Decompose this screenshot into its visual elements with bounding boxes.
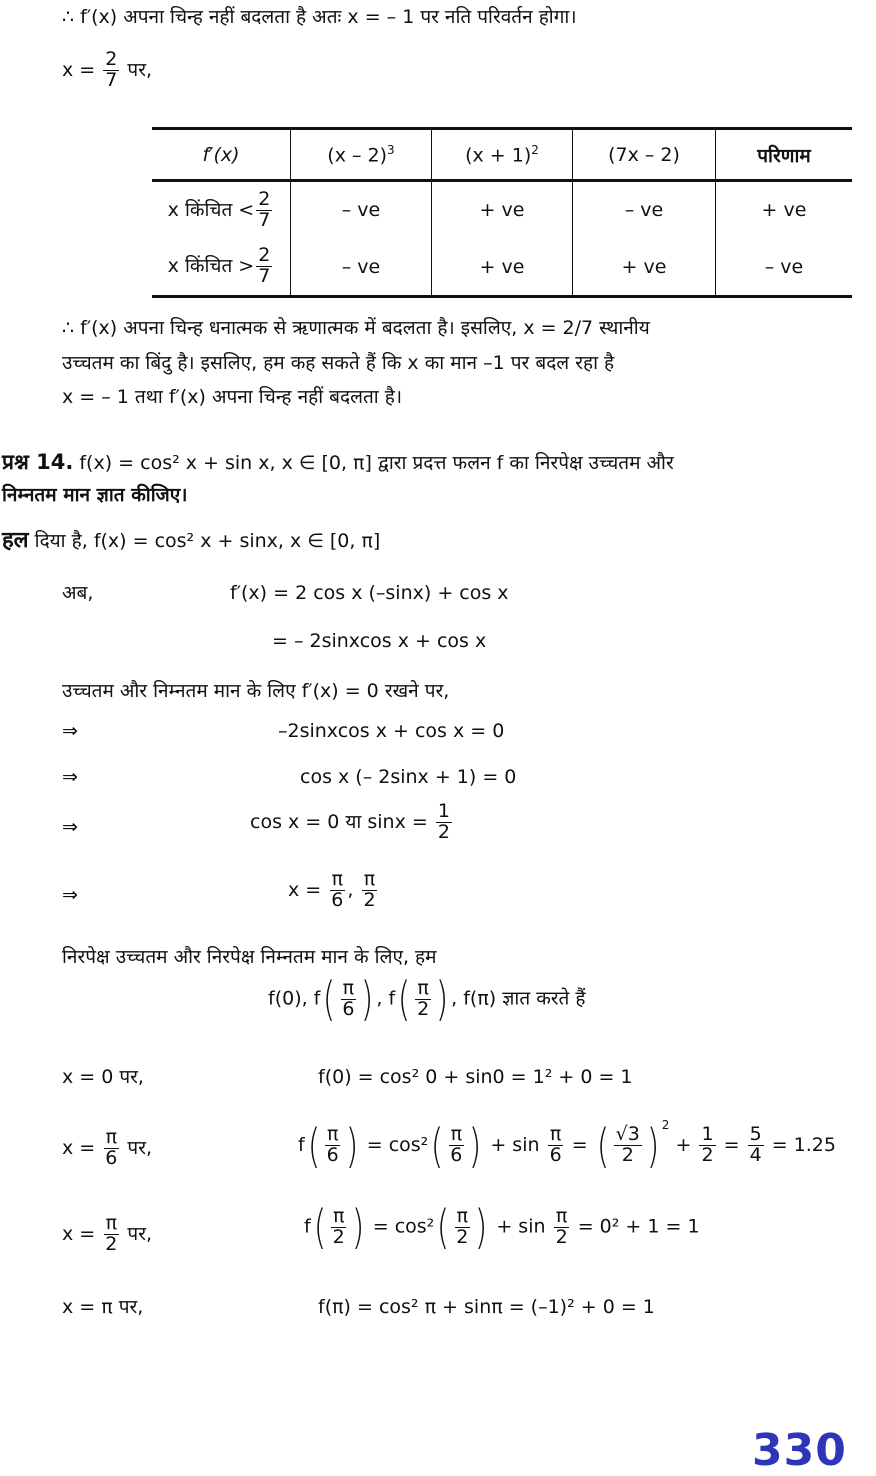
at-pi-value: f(π) = cos² π + sinπ = (–1)² + 0 = 1: [318, 1296, 655, 1318]
at-zero-label: x = 0 पर,: [62, 1066, 144, 1088]
step-4: x = $\frac{\pi}{6}$ , $\frac{\pi}{2}$: [288, 868, 376, 911]
page-number: 330: [752, 1425, 847, 1476]
implies-icon: ⇒: [62, 766, 78, 788]
question-14: [2, 450, 674, 475]
at-zero-value: f(0) = cos² 0 + sin0 = 1² + 0 = 1: [318, 1066, 633, 1088]
at-pi6-value: f ( $\frac{\pi}{6}$ ) = cos² ( $\frac{\pi}{6}$ ) + sin $\frac{\pi}{6}$ = ( $\frac{√3}{2}$ ) $^2$ + $\frac{1}{2}$ = $\frac{5}{4}$ = 1.25: [298, 1118, 836, 1173]
implies-icon: ⇒: [62, 720, 78, 742]
set-zero-line: उच्चतम और निम्नतम मान के लिए f′(x) = 0 रखने पर,: [62, 680, 450, 702]
row-label: x किंचित < $\frac{2}{7}$: [152, 181, 291, 239]
at-pi6-label: x = $\frac{\pi}{6}$ पर,: [62, 1126, 153, 1169]
table-cell: + ve: [432, 239, 573, 297]
table-cell: + ve: [432, 181, 573, 239]
table-cell: – ve: [573, 181, 716, 239]
fraction-2-7: $\frac{2}{7}$: [105, 48, 118, 91]
abs-line: निरपेक्ष उच्चतम और निरपेक्ष निम्नतम मान के लिए, हम: [62, 946, 437, 968]
header-result: परिणाम: [757, 144, 811, 167]
question-label: प्रश्न 14.: [2, 450, 74, 474]
implies-icon: ⇒: [62, 816, 78, 838]
sign-table: [152, 127, 852, 298]
table-cell: – ve: [291, 239, 432, 297]
table-cell: – ve: [764, 255, 804, 278]
step-1: –2sinxcos x + cos x = 0: [278, 720, 505, 742]
derivative-line-1: f′(x) = 2 cos x (–sinx) + cos x: [230, 582, 509, 604]
x-label: x =: [62, 58, 96, 81]
solution-given: [2, 528, 380, 554]
step-2: cos x (– 2sinx + 1) = 0: [300, 766, 517, 788]
table-cell: + ve: [573, 239, 716, 297]
conclusion-line-1: ∴ f′(x) अपना चिन्ह धनात्मक से ऋणात्मक में बदलता है। इसलिए, x = 2/7 स्थानीय: [62, 317, 650, 339]
table-row: [152, 239, 852, 297]
table-header-row: [152, 129, 852, 181]
at-pi2-value: f ( $\frac{\pi}{2}$ ) = cos² ( $\frac{\pi}{2}$ ) + sin $\frac{\pi}{2}$ = 0² + 1 = 1: [304, 1200, 700, 1254]
table-cell: – ve: [291, 181, 432, 239]
row-label: x किंचित > $\frac{2}{7}$: [152, 239, 291, 297]
evaluate-points: f(0), f ( $\frac{\pi}{6}$ ) , f ( $\frac{\pi}{2}$ ) , f(π) ज्ञात करते हैं: [268, 972, 586, 1026]
header-x-minus-2: (x – 2)$^3$: [291, 129, 432, 181]
x-suffix: पर,: [127, 58, 153, 81]
given-text: दिया है, f(x) = cos² x + sinx, x ∈ [0, π]: [34, 530, 381, 552]
solution-label: हल: [2, 528, 29, 553]
derivative-line-2: = – 2sinxcos x + cos x: [272, 630, 487, 652]
intro-line: ∴ f′(x) अपना चिन्ह नहीं बदलता है अतः x = – 1 पर नति परिवर्तन होगा।: [62, 6, 577, 28]
header-fprime: f′(x): [152, 129, 291, 181]
ab-label: अब,: [62, 582, 94, 604]
table-cell: + ve: [761, 199, 807, 222]
conclusion-line-2: उच्चतम का बिंदु है। इसलिए, हम कह सकते हैं कि x का मान –1 पर बदल रहा है: [62, 352, 615, 374]
at-x-two-sevenths: [62, 50, 152, 91]
at-pi-label: x = π पर,: [62, 1296, 144, 1318]
question-text-2: निम्नतम मान ज्ञात कीजिए।: [2, 484, 188, 506]
implies-icon: ⇒: [62, 884, 78, 906]
header-7x-minus-2: (7x – 2): [573, 129, 716, 181]
conclusion-line-3: x = – 1 तथा f′(x) अपना चिन्ह नहीं बदलता है।: [62, 386, 403, 408]
table-row: [152, 181, 852, 239]
question-text: f(x) = cos² x + sin x, x ∈ [0, π] द्वारा प्रदत्त फलन f का निरपेक्ष उच्चतम और: [79, 452, 674, 474]
header-x-plus-1: $(x + 1)^2$: [432, 129, 573, 181]
at-pi2-label: x = $\frac{\pi}{2}$ पर,: [62, 1212, 153, 1255]
step-3: cos x = 0 या sinx = $\frac{1}{2}$: [250, 800, 450, 843]
